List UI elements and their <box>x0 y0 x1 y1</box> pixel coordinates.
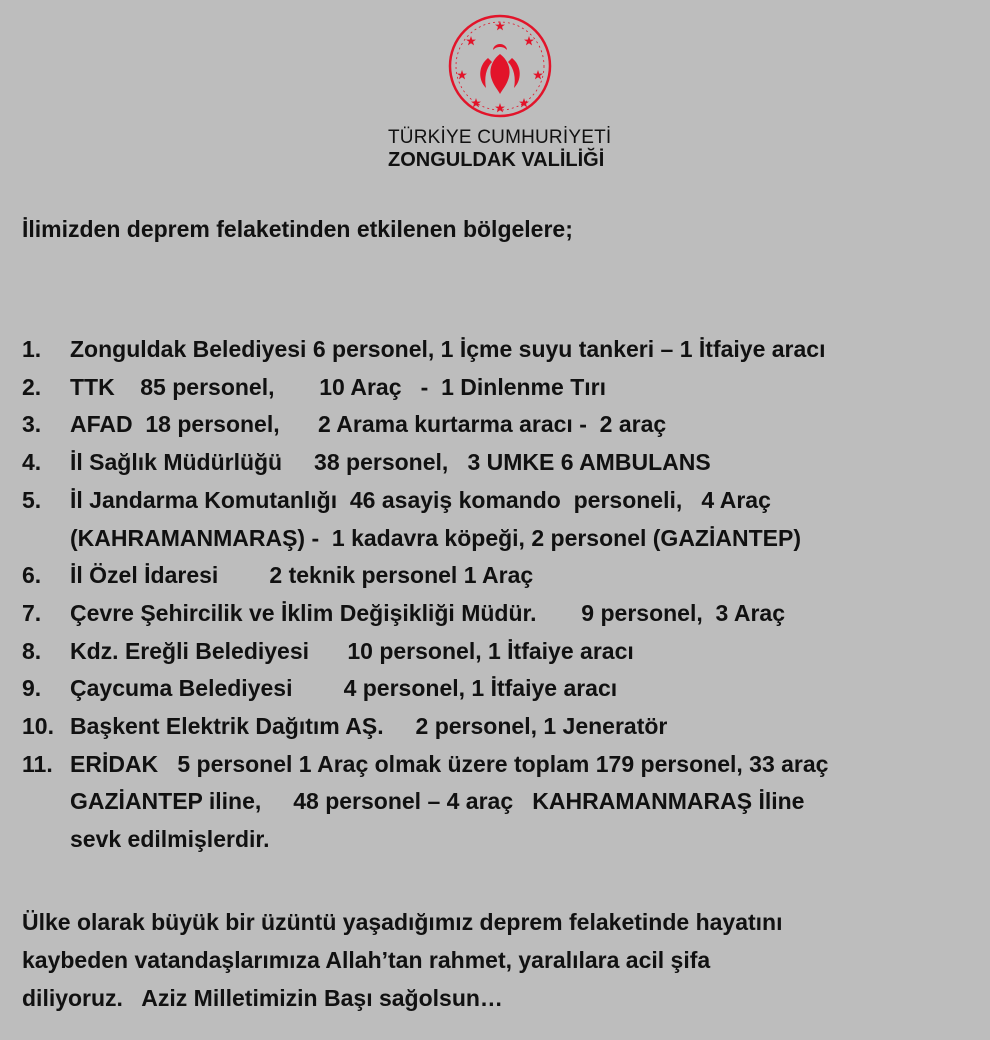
list-item-text: AFAD 18 personel, 2 Arama kurtarma aracı - 2 araç <box>70 411 667 438</box>
list-item <box>22 633 982 671</box>
closing-line: Ülke olarak büyük bir üzüntü yaşadığımız deprem felaketinde hayatını <box>22 909 783 935</box>
institution-line-1: TÜRKİYE CUMHURİYETİ <box>388 127 612 148</box>
list-item <box>22 746 982 859</box>
list-item-text: ERİDAK 5 personel 1 Araç olmak üzere toplam 179 personel, 33 araç <box>70 750 829 777</box>
list-item-number: 2. <box>22 373 42 400</box>
list-item <box>22 444 982 482</box>
list-item-text: Başkent Elektrik Dağıtım AŞ. 2 personel, 1 Jeneratör <box>70 713 668 740</box>
list-item-text: GAZİANTEP iline, 48 personel – 4 araç KAHRAMANMARAŞ İline <box>70 788 805 815</box>
list-item-number: 6. <box>22 562 42 589</box>
list-item-number: 8. <box>22 637 42 664</box>
turkish-ministry-emblem-icon <box>448 14 552 118</box>
list-item-number: 11. <box>22 750 53 777</box>
list-item-number: 3. <box>22 411 42 438</box>
intro-heading: İlimizden deprem felaketinden etkilenen bölgelere; <box>22 216 573 242</box>
list-item <box>22 482 982 557</box>
closing-line: kaybeden vatandaşlarımıza Allah’tan rahmet, yaralılara acil şifa <box>22 947 711 973</box>
list-item-text: sevk edilmişlerdir. <box>70 826 270 853</box>
list-item-number: 4. <box>22 449 42 476</box>
list-item <box>22 670 982 708</box>
list-item-text: Çaycuma Belediyesi 4 personel, 1 İtfaiye aracı <box>70 675 618 702</box>
list-item <box>22 369 982 407</box>
list-item <box>22 557 982 595</box>
list-item-text: Zonguldak Belediyesi 6 personel, 1 İçme suyu tankeri – 1 İtfaiye aracı <box>70 336 826 362</box>
closing-paragraph <box>22 903 982 1017</box>
list-item-number: 5. <box>22 486 42 513</box>
list-item-number: 9. <box>22 675 42 702</box>
list-item-text: İl Sağlık Müdürlüğü 38 personel, 3 UMKE 6 AMBULANS <box>70 449 711 476</box>
list-item-text: (KAHRAMANMARAŞ) - 1 kadavra köpeği, 2 personel (GAZİANTEP) <box>70 524 801 551</box>
list-item-text: Çevre Şehircilik ve İklim Değişikliği Müdür. 9 personel, 3 Araç <box>70 599 785 626</box>
list-item-number: 1. <box>22 336 42 362</box>
closing-line: diliyoruz. Aziz Milletimizin Başı sağolsun… <box>22 985 503 1011</box>
list-item-text: İl Jandarma Komutanlığı 46 asayiş komando personeli, 4 Araç <box>70 486 771 513</box>
list-item <box>22 406 982 444</box>
list-item <box>22 595 982 633</box>
list-item-number: 7. <box>22 599 42 626</box>
institution-name <box>388 126 648 172</box>
list-item <box>22 331 982 369</box>
list-item-number: 10. <box>22 713 54 740</box>
list-item-text: TTK 85 personel, 10 Araç - 1 Dinlenme Tırı <box>70 373 606 400</box>
list-item-text: İl Özel İdaresi 2 teknik personel 1 Araç <box>70 562 534 589</box>
aid-list <box>22 331 982 859</box>
list-item <box>22 708 982 746</box>
institution-line-2: ZONGULDAK VALİLİĞİ <box>388 149 605 171</box>
list-item-text: Kdz. Ereğli Belediyesi 10 personel, 1 İtfaiye aracı <box>70 637 634 664</box>
